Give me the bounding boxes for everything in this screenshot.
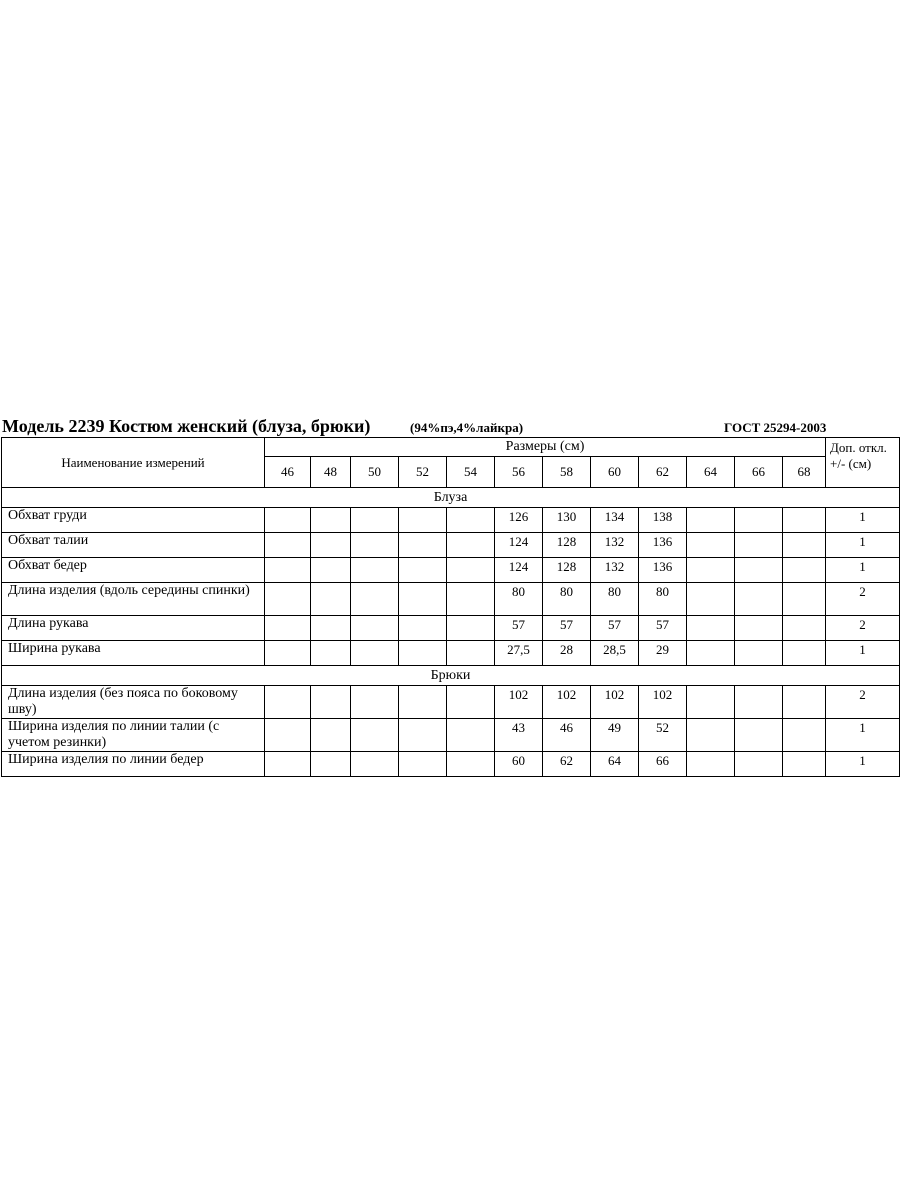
- measurement-value-cell: 57: [495, 616, 543, 641]
- measurement-value-cell: [447, 583, 495, 616]
- measurement-value-cell: [265, 616, 311, 641]
- measurement-value-cell: 102: [639, 686, 687, 719]
- measurement-value-cell: 102: [591, 686, 639, 719]
- tolerance-value: 1: [826, 508, 900, 533]
- measurement-value-cell: [351, 686, 399, 719]
- measurement-value-cell: [399, 508, 447, 533]
- measurement-value-cell: [783, 616, 826, 641]
- measurement-value-cell: 62: [543, 752, 591, 777]
- measurement-name: Обхват талии: [2, 533, 265, 558]
- tolerance-value: 2: [826, 583, 900, 616]
- measurement-value-cell: [351, 583, 399, 616]
- size-header-cell: 62: [639, 457, 687, 488]
- measurement-name: Длина рукава: [2, 616, 265, 641]
- measurement-value-cell: [447, 686, 495, 719]
- measurement-value-cell: 29: [639, 641, 687, 666]
- measurement-name: Ширина рукава: [2, 641, 265, 666]
- measurement-value-cell: 80: [495, 583, 543, 616]
- measurement-value-cell: 49: [591, 719, 639, 752]
- measurement-value-cell: [351, 558, 399, 583]
- measurement-value-cell: [447, 533, 495, 558]
- section-row: [2, 666, 900, 686]
- measurement-value-cell: [265, 752, 311, 777]
- section-title: Блуза: [2, 488, 900, 508]
- measurement-value-cell: [735, 616, 783, 641]
- model-title: Модель 2239 Костюм женский (блуза, брюки): [2, 416, 371, 436]
- measurement-value-cell: 102: [543, 686, 591, 719]
- measurement-value-cell: [687, 558, 735, 583]
- measurement-value-cell: [265, 641, 311, 666]
- measurement-value-cell: 57: [591, 616, 639, 641]
- measurement-value-cell: [311, 508, 351, 533]
- measurement-value-cell: [265, 719, 311, 752]
- table-row: [2, 719, 900, 752]
- measurement-value-cell: 28,5: [591, 641, 639, 666]
- measurement-value-cell: [399, 583, 447, 616]
- measurement-value-cell: [735, 583, 783, 616]
- table-row: [2, 616, 900, 641]
- measurement-value-cell: [783, 641, 826, 666]
- measurement-value-cell: 128: [543, 558, 591, 583]
- measurement-value-cell: [447, 508, 495, 533]
- measurement-value-cell: [351, 719, 399, 752]
- tolerance-value: 1: [826, 719, 900, 752]
- measurement-value-cell: [687, 752, 735, 777]
- measurement-value-cell: [399, 752, 447, 777]
- table-row: [2, 641, 900, 666]
- measurement-value-cell: [735, 719, 783, 752]
- table-row: [2, 583, 900, 616]
- measurement-value-cell: 57: [543, 616, 591, 641]
- measurement-value-cell: [265, 508, 311, 533]
- tolerance-value: 2: [826, 686, 900, 719]
- size-header-cell: 58: [543, 457, 591, 488]
- measurement-value-cell: 102: [495, 686, 543, 719]
- fabric-composition: (94%пэ,4%лайкра): [410, 420, 524, 435]
- measurement-value-cell: 136: [639, 558, 687, 583]
- size-header-cell: 68: [783, 457, 826, 488]
- measurement-name: Обхват груди: [2, 508, 265, 533]
- standard-reference: ГОСТ 25294-2003: [724, 420, 827, 435]
- tolerance-value: 2: [826, 616, 900, 641]
- size-chart-table: [1, 437, 900, 777]
- measurement-name-header: Наименование измерений: [2, 438, 265, 488]
- measurement-value-cell: 80: [543, 583, 591, 616]
- size-header-cell: 66: [735, 457, 783, 488]
- measurement-name: Ширина изделия по линии талии (с учетом резинки): [2, 719, 265, 752]
- measurement-name: Ширина изделия по линии бедер: [2, 752, 265, 777]
- tolerance-value: 1: [826, 558, 900, 583]
- table-row: [2, 533, 900, 558]
- measurement-value-cell: [735, 558, 783, 583]
- measurement-value-cell: [687, 686, 735, 719]
- measurement-value-cell: [783, 719, 826, 752]
- measurement-value-cell: [265, 533, 311, 558]
- measurement-value-cell: [351, 752, 399, 777]
- table-body: [2, 488, 900, 777]
- measurement-value-cell: [351, 616, 399, 641]
- size-header-cell: 52: [399, 457, 447, 488]
- measurement-value-cell: [311, 752, 351, 777]
- table-row: [2, 752, 900, 777]
- measurement-value-cell: [311, 533, 351, 558]
- measurement-value-cell: [311, 583, 351, 616]
- tolerance-value: 1: [826, 533, 900, 558]
- tolerance-value: 1: [826, 752, 900, 777]
- measurement-value-cell: [687, 719, 735, 752]
- measurement-value-cell: [351, 508, 399, 533]
- measurement-value-cell: [783, 533, 826, 558]
- measurement-value-cell: [311, 616, 351, 641]
- measurement-value-cell: 46: [543, 719, 591, 752]
- measurement-value-cell: [399, 558, 447, 583]
- measurement-value-cell: [311, 641, 351, 666]
- measurement-value-cell: 138: [639, 508, 687, 533]
- measurement-value-cell: [447, 616, 495, 641]
- size-header-cell: 64: [687, 457, 735, 488]
- measurement-value-cell: 28: [543, 641, 591, 666]
- measurement-value-cell: 132: [591, 558, 639, 583]
- measurement-value-cell: 124: [495, 533, 543, 558]
- measurement-name: Длина изделия (вдоль середины спинки): [2, 583, 265, 616]
- measurement-value-cell: [265, 686, 311, 719]
- size-header-cell: 56: [495, 457, 543, 488]
- measurement-value-cell: [735, 533, 783, 558]
- measurement-value-cell: 126: [495, 508, 543, 533]
- measurement-value-cell: 60: [495, 752, 543, 777]
- size-header-cell: 60: [591, 457, 639, 488]
- measurement-value-cell: 80: [639, 583, 687, 616]
- document-header: [2, 416, 898, 438]
- measurement-value-cell: [447, 641, 495, 666]
- size-header-cell: 50: [351, 457, 399, 488]
- tolerance-header: Доп. откл. +/- (см): [826, 438, 900, 488]
- measurement-value-cell: 136: [639, 533, 687, 558]
- measurement-value-cell: [783, 686, 826, 719]
- measurement-value-cell: [399, 616, 447, 641]
- measurement-value-cell: 66: [639, 752, 687, 777]
- measurement-value-cell: 52: [639, 719, 687, 752]
- measurement-value-cell: [447, 558, 495, 583]
- table-row: [2, 686, 900, 719]
- measurement-value-cell: [687, 508, 735, 533]
- size-header-cell: 48: [311, 457, 351, 488]
- measurement-value-cell: [311, 558, 351, 583]
- measurement-value-cell: 43: [495, 719, 543, 752]
- measurement-value-cell: 64: [591, 752, 639, 777]
- measurement-value-cell: [783, 752, 826, 777]
- measurement-value-cell: 27,5: [495, 641, 543, 666]
- measurement-value-cell: 130: [543, 508, 591, 533]
- measurement-value-cell: [783, 508, 826, 533]
- measurement-value-cell: 80: [591, 583, 639, 616]
- measurement-value-cell: [265, 583, 311, 616]
- measurement-name: Обхват бедер: [2, 558, 265, 583]
- sizes-header: Размеры (см): [265, 438, 826, 457]
- measurement-value-cell: [399, 719, 447, 752]
- measurement-value-cell: [687, 583, 735, 616]
- measurement-value-cell: [687, 616, 735, 641]
- measurement-value-cell: 132: [591, 533, 639, 558]
- measurement-value-cell: [311, 686, 351, 719]
- measurement-value-cell: [735, 686, 783, 719]
- measurement-value-cell: [447, 752, 495, 777]
- size-header-cell: 54: [447, 457, 495, 488]
- measurement-name: Длина изделия (без пояса по боковому шву): [2, 686, 265, 719]
- measurement-value-cell: [783, 558, 826, 583]
- measurement-value-cell: [351, 533, 399, 558]
- section-title: Брюки: [2, 666, 900, 686]
- measurement-value-cell: [351, 641, 399, 666]
- table-row: [2, 508, 900, 533]
- measurement-value-cell: [783, 583, 826, 616]
- measurement-value-cell: [735, 641, 783, 666]
- measurement-value-cell: 124: [495, 558, 543, 583]
- tolerance-value: 1: [826, 641, 900, 666]
- measurement-value-cell: [399, 533, 447, 558]
- measurement-value-cell: [311, 719, 351, 752]
- measurement-value-cell: [735, 752, 783, 777]
- measurement-value-cell: [687, 533, 735, 558]
- measurement-value-cell: [399, 686, 447, 719]
- section-row: [2, 488, 900, 508]
- measurement-value-cell: 57: [639, 616, 687, 641]
- measurement-value-cell: [687, 641, 735, 666]
- measurement-value-cell: [265, 558, 311, 583]
- size-header-cell: 46: [265, 457, 311, 488]
- measurement-value-cell: [447, 719, 495, 752]
- measurement-value-cell: [399, 641, 447, 666]
- measurement-value-cell: [735, 508, 783, 533]
- measurement-value-cell: 128: [543, 533, 591, 558]
- measurement-value-cell: 134: [591, 508, 639, 533]
- table-row: [2, 558, 900, 583]
